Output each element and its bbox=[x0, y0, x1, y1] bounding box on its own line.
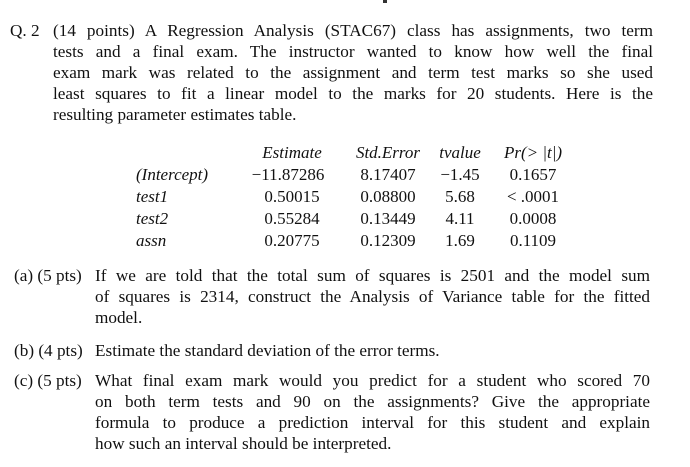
question-line: tests and a final exam. The instructor wanted to know how well the final bbox=[53, 42, 653, 61]
part-text bbox=[95, 370, 650, 454]
part-line: If we are told that the total sum of squares is 2501 and the model sum bbox=[95, 266, 650, 285]
scan-mark bbox=[383, 0, 387, 3]
part-line: What final exam mark would you predict for a student who scored 70 bbox=[95, 371, 650, 390]
question-line: resulting parameter estimates table. bbox=[53, 105, 297, 124]
p-value: 0.0008 bbox=[509, 209, 557, 228]
part-line: formula to produce a prediction interval for this student and explain bbox=[95, 413, 650, 432]
tvalue-value: 5.68 bbox=[445, 187, 475, 206]
tvalue-value: −1.45 bbox=[440, 165, 480, 184]
p-value: 0.1109 bbox=[509, 231, 557, 250]
p-value: 0.1657 bbox=[509, 165, 557, 184]
part-line: model. bbox=[95, 308, 143, 327]
std-error-value: 0.12309 bbox=[360, 231, 416, 250]
estimate-value: −11.87286 bbox=[251, 165, 325, 184]
question-number: Q. 2 bbox=[10, 21, 40, 40]
question-text bbox=[53, 20, 653, 125]
question-line: least squares to fit a linear model to the marks for 20 students. Here is the bbox=[53, 84, 653, 103]
estimate-value: 0.20775 bbox=[264, 231, 320, 250]
part-line: Estimate the standard deviation of the error terms. bbox=[95, 341, 440, 360]
header-tvalue: tvalue bbox=[439, 143, 481, 162]
std-error-value: 0.13449 bbox=[360, 209, 416, 228]
part-line: on both term tests and 90 on the assignments? Give the appropriate bbox=[95, 392, 650, 411]
header-p-value: Pr(> |t|) bbox=[503, 143, 563, 162]
part-text bbox=[95, 265, 650, 328]
header-std-error: Std.Error bbox=[355, 143, 421, 162]
term-label: test2 bbox=[136, 209, 169, 228]
part-label: (a) (5 pts) bbox=[14, 266, 82, 285]
question-line: exam mark was related to the assignment and term test marks so she used bbox=[53, 63, 653, 82]
term-label: (Intercept) bbox=[136, 165, 209, 184]
tvalue-value: 4.11 bbox=[445, 209, 475, 228]
header-estimate: Estimate bbox=[262, 143, 322, 162]
term-label: assn bbox=[136, 231, 167, 250]
part-text bbox=[95, 340, 650, 361]
std-error-value: 8.17407 bbox=[360, 165, 416, 184]
part-label: (b) (4 pts) bbox=[14, 341, 83, 360]
tvalue-value: 1.69 bbox=[445, 231, 475, 250]
part-line: how such an interval should be interpreted. bbox=[95, 434, 392, 453]
p-value: < .0001 bbox=[506, 187, 560, 206]
part-label: (c) (5 pts) bbox=[14, 371, 82, 390]
std-error-value: 0.08800 bbox=[360, 187, 416, 206]
estimate-value: 0.55284 bbox=[264, 209, 320, 228]
term-label: test1 bbox=[136, 187, 169, 206]
question-line: (14 points) A Regression Analysis (STAC67) class has assignments, two term bbox=[53, 21, 653, 40]
estimate-value: 0.50015 bbox=[264, 187, 320, 206]
part-line: of squares is 2314, construct the Analysis of Variance table for the fitted bbox=[95, 287, 650, 306]
